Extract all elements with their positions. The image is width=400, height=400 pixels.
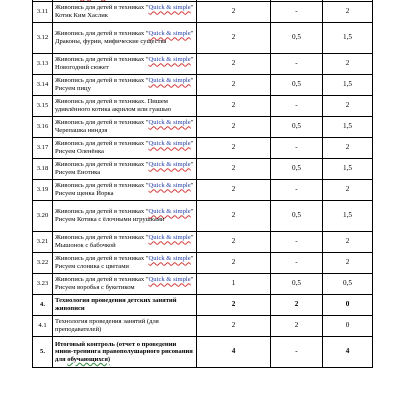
topic-prefix: Живопись для детей в техниках " [55, 234, 149, 242]
hours-practice: 1,5 [323, 117, 373, 138]
row-number: 3.20 [33, 201, 53, 232]
hours-total: 2 [197, 138, 271, 159]
hours-theory: - [271, 2, 323, 23]
row-number: 3.11 [33, 2, 53, 23]
hours-practice: 0,5 [323, 274, 373, 295]
hours-total: 2 [197, 232, 271, 253]
technique-name: Quick & simple [148, 276, 191, 284]
topic-suffix: " Новогодний сюжет [55, 56, 194, 71]
topic-text [53, 54, 197, 75]
row-number: 3.12 [33, 23, 53, 54]
topic-text [53, 138, 197, 159]
hours-theory: 2 [271, 316, 323, 337]
row-number: 3.18 [33, 159, 53, 180]
hours-total: 2 [197, 117, 271, 138]
topic-prefix: Живопись для детей в техниках " [55, 255, 149, 263]
topic-suffix: " Черепашка ниндзя [55, 119, 194, 134]
hours-theory: 2 [271, 295, 323, 316]
topic-text [53, 159, 197, 180]
topic-suffix: " Рисуем щенка Йорка [55, 182, 194, 197]
hours-total: 2 [197, 23, 271, 54]
topic-suffix: " Рисуем пицу [55, 77, 194, 92]
hours-theory: 0,5 [271, 201, 323, 232]
table-row [33, 54, 373, 75]
hours-practice: 2 [323, 54, 373, 75]
table-row [33, 75, 373, 96]
technique-name: Quick & simple [148, 234, 191, 242]
topic-prefix: Живопись для детей в техниках " [55, 182, 149, 190]
topic-prefix: Живопись для детей в техниках " [55, 208, 149, 216]
topic-suffix: " Рисуем воробья с букетиком [55, 276, 194, 291]
table-row [33, 2, 373, 23]
table-row [33, 201, 373, 232]
hours-total: 4 [197, 337, 271, 368]
table-row [33, 96, 373, 117]
row-number: 3.15 [33, 96, 53, 117]
hours-total: 2 [197, 159, 271, 180]
row-number: 3.21 [33, 232, 53, 253]
row-number: 3.19 [33, 180, 53, 201]
table-row [33, 117, 373, 138]
table-row [33, 295, 373, 316]
topic-text [53, 316, 197, 337]
curriculum-table [32, 0, 373, 368]
topic-suffix: " Драконы, фурии, мифические существа [55, 30, 194, 45]
topic-suffix: обучающихся) [67, 355, 111, 363]
topic-suffix: " Котик Ким Хаслик [55, 4, 194, 19]
technique-name: Quick & simple [148, 161, 191, 169]
technique-name: Quick & simple [148, 56, 191, 64]
technique-name: Quick & simple [148, 182, 191, 190]
hours-theory: 0,5 [271, 159, 323, 180]
topic-suffix: " Рисуем Оленёнка [55, 140, 194, 155]
row-number: 4. [33, 295, 53, 316]
table-row [33, 138, 373, 159]
topic-text [53, 253, 197, 274]
hours-total: 2 [197, 96, 271, 117]
topic-prefix: Технология проведения детских занятий живописи [55, 297, 177, 312]
hours-theory: 0,5 [271, 23, 323, 54]
topic-prefix: Живопись для детей в техниках " [55, 161, 149, 169]
topic-prefix: Живопись для детей в техниках " [55, 119, 149, 127]
topic-text [53, 201, 197, 232]
topic-suffix: " Рисуем Котика с ёлочными игрушками [55, 208, 194, 223]
table-row [33, 180, 373, 201]
hours-theory: - [271, 180, 323, 201]
topic-suffix: " Рисуем слоника с цветами [55, 255, 194, 270]
hours-theory: - [271, 96, 323, 117]
hours-practice: 2 [323, 180, 373, 201]
table-row [33, 274, 373, 295]
topic-text [53, 274, 197, 295]
topic-text [53, 337, 197, 368]
topic-prefix: Живопись для детей в техниках " [55, 276, 149, 284]
hours-total: 2 [197, 295, 271, 316]
hours-total: 2 [197, 2, 271, 23]
table-row [33, 253, 373, 274]
topic-prefix: Технология проведения занятий (для преподавателей) [55, 318, 159, 333]
table-row [33, 337, 373, 368]
hours-theory: 0,5 [271, 274, 323, 295]
hours-theory: - [271, 54, 323, 75]
row-number: 5. [33, 337, 53, 368]
hours-theory: - [271, 138, 323, 159]
topic-text [53, 75, 197, 96]
table-row [33, 23, 373, 54]
hours-practice: 0 [323, 316, 373, 337]
hours-theory: 0,5 [271, 117, 323, 138]
row-number: 3.13 [33, 54, 53, 75]
technique-name: Quick & simple [148, 77, 191, 85]
hours-practice: 2 [323, 232, 373, 253]
topic-text [53, 295, 197, 316]
hours-total: 2 [197, 201, 271, 232]
hours-practice: 2 [323, 96, 373, 117]
hours-total: 2 [197, 180, 271, 201]
hours-total: 2 [197, 54, 271, 75]
topic-prefix: Итоговый контроль (отчет о проведении мини-тренинга правополушарного рисования для [55, 340, 193, 363]
hours-total: 1 [197, 274, 271, 295]
topic-prefix: Живопись для детей в техниках " [55, 140, 149, 148]
technique-name: Quick & simple [148, 30, 191, 38]
row-number: 3.17 [33, 138, 53, 159]
row-number: 3.22 [33, 253, 53, 274]
hours-practice: 1,5 [323, 75, 373, 96]
hours-practice: 0 [323, 295, 373, 316]
hours-theory: - [271, 232, 323, 253]
hours-practice: 1,5 [323, 159, 373, 180]
topic-prefix: Живопись для детей в техниках " [55, 30, 149, 38]
table-row [33, 316, 373, 337]
topic-text [53, 117, 197, 138]
hours-theory: 0,5 [271, 75, 323, 96]
hours-practice: 2 [323, 2, 373, 23]
table-row [33, 159, 373, 180]
topic-prefix: Живопись для детей в техниках " [55, 77, 149, 85]
hours-practice: 1,5 [323, 201, 373, 232]
hours-total: 2 [197, 316, 271, 337]
hours-total: 2 [197, 75, 271, 96]
topic-prefix: Живопись для детей в техниках. Пишем удивлённого котика акрилом или гуашью [55, 98, 172, 113]
topic-prefix: Живопись для детей в техниках " [55, 4, 149, 12]
topic-prefix: Живопись для детей в техниках " [55, 56, 149, 64]
topic-text [53, 180, 197, 201]
topic-text [53, 232, 197, 253]
topic-text [53, 2, 197, 23]
technique-name: Quick & simple [148, 208, 191, 216]
technique-name: Quick & simple [148, 140, 191, 148]
hours-practice: 4 [323, 337, 373, 368]
technique-name: Quick & simple [148, 255, 191, 263]
topic-text [53, 23, 197, 54]
topic-text [53, 96, 197, 117]
technique-name: Quick & simple [148, 119, 191, 127]
table-row [33, 232, 373, 253]
hours-total: 2 [197, 253, 271, 274]
topic-suffix: " Мышонок с бабочкой [55, 234, 194, 249]
hours-theory: - [271, 337, 323, 368]
row-number: 4.1 [33, 316, 53, 337]
row-number: 3.23 [33, 274, 53, 295]
technique-name: Quick & simple [148, 4, 191, 12]
hours-practice: 2 [323, 253, 373, 274]
table-body [33, 0, 373, 368]
hours-practice: 2 [323, 138, 373, 159]
hours-practice: 1,5 [323, 23, 373, 54]
row-number: 3.14 [33, 75, 53, 96]
hours-theory: - [271, 253, 323, 274]
row-number: 3.16 [33, 117, 53, 138]
topic-suffix: " Рисуем Енотика [55, 161, 194, 176]
